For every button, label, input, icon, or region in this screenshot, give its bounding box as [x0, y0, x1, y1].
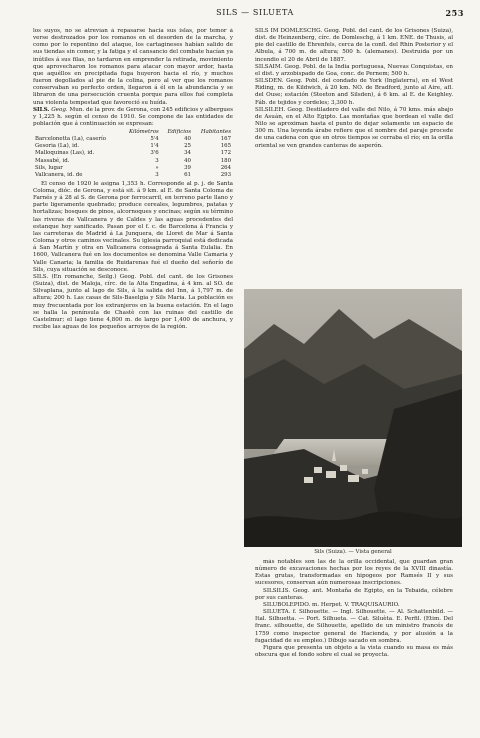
right-lower-paragraph: más notables son las de la orilla occidental, que guardan gran número de excavaciones hechas por los reyes de la XVIII dinastía. Estas grutas, transformadas en hipogeos por Ramsés II y sus sucesores, conservan aún numerosas inscripciones.: [255, 559, 453, 587]
sils-entry: [33, 107, 233, 128]
table-row: [33, 165, 233, 172]
right-paragraph: SILSDEN. Geog. Pobl. del condado de York (Inglaterra), en el West Riding, m. de Kildwich, á 20 km. NO. de Bradford, junto al Aire, afl. del Ouse; estación (Steeton and Silsden), á 6 km. al E. de Keighley. Fáb. de tejidos y cordeles; 3,300 h.: [255, 78, 453, 106]
table-cell: 1'4: [150, 143, 159, 150]
left-paragraph: los suyos, no se atrevían á repasarse hacia sus islas, por temor á verse destrozados por los romanos en el desorden de la marcha, y como por lo repentino del ataque, los cartagineses habían salido de sus tiendas sin comer, y la fatiga y el cansancio del combate hacían ya inútiles á sus filas, no tardaron en emprender la retirada, movimiento que aprovecharon los romanos para atacar con mayor ardor, hasta que aquéllos en precipitada fuga huyeron hacia el río, y muchos fueron degollados al pie de la colina, pero al ver que los romanos conservaban su perfecto orden, llegaron á él en la abundancia y se libraron de una persecución cruenta porque para ellos fué completa una violenta tempestad que favoreció su huída.: [33, 28, 233, 106]
sils-abbr: Geog.: [51, 106, 68, 113]
table-row: [33, 172, 233, 179]
sils-text: Mun. de la prov. de Gerona, con 245 edificios y albergues y 1,225 h. según el censo de 1910. Se compone de las entidades de población que á continuación se expresan:: [33, 106, 233, 128]
table-cell: Sils, lugar: [35, 164, 63, 171]
table-cell: 5'4: [150, 136, 159, 143]
photo-caption: Sils (Suiza). — Vista general: [314, 549, 392, 555]
table-cell: »: [155, 164, 159, 171]
right-paragraph: SILSAIM. Geog. Pobl. de la India portuguesa, Nuevas Conquistas, en el dist. y arzobispado de Goa, conc. de Pernem; 500 h.: [255, 63, 453, 77]
table-cell: 25: [184, 143, 191, 150]
table-cell: 40: [184, 136, 191, 143]
table-cell: 3'6: [150, 150, 159, 157]
table-cell: Barcelonetta (La), caserío: [35, 136, 107, 143]
photograph-sils: [244, 289, 462, 547]
right-lower-paragraph: Figura que presenta un objeto a la vista cuando su masa es más obscura que el fondo sobre el cual se proyecta.: [255, 644, 453, 659]
table-cell: 264: [220, 164, 231, 171]
table-cell: Gesoria (La), id.: [35, 143, 80, 150]
right-paragraph: SILSILEH. Geog. Destiladero del valle del Nilo, á 70 kms. más abajo de Asuán, en el Alto Egipto. Las montañas que bordean el valle del Nilo se aproximan hasta el punto de dejar solamente un espacio de 300 m. Una leyenda árabe refiere que el nombre del paraje procede de una cadena con que en otros tiempos se cerraba el río; en la orilla oriental se ven grandes canteras de asperón.: [255, 106, 453, 149]
table-cell: Malloquinas (Las), id.: [35, 150, 95, 157]
table-header: Edificios: [167, 129, 191, 136]
landscape-illustration: [244, 289, 462, 547]
page-number: 253: [445, 8, 464, 18]
table-cell: 3: [155, 157, 159, 164]
table-cell: 39: [184, 164, 191, 171]
population-table: [33, 129, 233, 179]
table-header: Kilómetros: [128, 129, 159, 136]
table-cell: 40: [184, 157, 191, 164]
table-cell: 165: [220, 143, 231, 150]
table-cell: 3: [155, 171, 159, 178]
left-column: [33, 28, 233, 728]
table-cell: 167: [220, 136, 231, 143]
right-paragraph: SILS IM DOMLESCHG. Geog. Pobl. del cant. de los Grisones (Suiza), dist. de Heinzenberg, círc. de Domleschg, á 1 km. ENE. de Thusis, al pie del castillo de Ehrenfels, cerca de la confl. del Rhin Posterior y el Albula, á 700 m. de altura; 500 h. (alemanes). Destruida por un incendio el 20 de Abril de 1887.: [255, 28, 453, 63]
right-column-lower: [255, 559, 453, 729]
left-paragraph: El censo de 1920 le asigna 1,353 h. Corresponde al p. j. de Santa Coloma, dióc. de Gerona, y está sit. á 9 km. al E. de Santa Coloma de Farnés y á 28 al S. de Gerona por ferrocarril, en terreno parte llano y parte ligeramente quebrado; produce cereales, legumbres, patatas y hortalizas; bosques de pinos, alcornoques y encinas; según su término las riveras de Vallcanera y de Caldes y las aguas procedentes del estanque hoy sanificado. Pasan por el f. c. de Barcelona á Francia y las carreteras de Madrid á La Junquera, de Lloret de Mar á Santa Coloma y otros caminos vecinales. Su iglesia parroquial está dedicada á San Martín y otra en Vallcanera consagrada á Santa Eulalia. En 1600, Vallcanera fué en los documentos se denomina Valle Camaria y Valle Canaria; la familia de Ruidarenas fué el dueño del señorío de Sils, cuya situación se desconoce.: [33, 180, 233, 273]
table-cell: 180: [220, 157, 231, 164]
right-lower-paragraph: SILUBOLEPIDO. m. Herpet. V. TRAQUISAURIO.: [263, 601, 400, 608]
table-row: [33, 158, 233, 165]
table-cell: Massabé, id.: [35, 157, 70, 164]
table-cell: 61: [184, 171, 191, 178]
table-cell: 293: [220, 171, 231, 178]
table-cell: 172: [220, 150, 231, 157]
table-cell: Vallcanera, id. de: [35, 171, 83, 178]
table-cell: 34: [184, 150, 191, 157]
left-paragraph: SILS. (En romanche, Seilg.) Geog. Pobl. del cant. de los Grisones (Suiza), dist. de Maloja, círc. de la Alta Engadina, á 4 km. al SO. de Silvaplana, junto al lago de Sils, á la salida del Inn, á 1,797 m. de altura; 200 h. Las casas de Sils-Baselgia y Sils Maria. La población es muy frecuentada por los extranjeros en la buena estación. En el lago se halla la península de Chastè con las ruinas del castillo de Castelmur; el lago tiene 4,800 m. de largo por 1,400 de anchura, y recibe las aguas de los pequeños arroyos de la región.: [33, 273, 233, 330]
right-column: [255, 28, 453, 286]
table-row: [33, 150, 233, 157]
page-header: [46, 8, 464, 20]
right-lower-paragraph: SILUETA. f. Silhouette. — Ingl. Silhouette. — Al. Schattenbild. — Ital. Silhuetta. — Port. Silhueta. — Cat. Siluèta. E. Perfil. (Etim. Del franc. silhouette, de Silhouette, apellido de un ministro francés de 1759 como inspector general de Hacienda, y por alusión a la fugacidad de su empleo.) Dibujo sacado en sombra.: [255, 609, 453, 644]
running-head: SILS — SILUETA: [216, 8, 294, 17]
sils-headword: SILS.: [33, 106, 50, 113]
table-header: Habitantes: [200, 129, 231, 136]
right-lower-paragraph: SILSILIS. Geog. ant. Montaña de Egipto, en la Tebaida, célebre por sus canteras.: [255, 587, 453, 601]
